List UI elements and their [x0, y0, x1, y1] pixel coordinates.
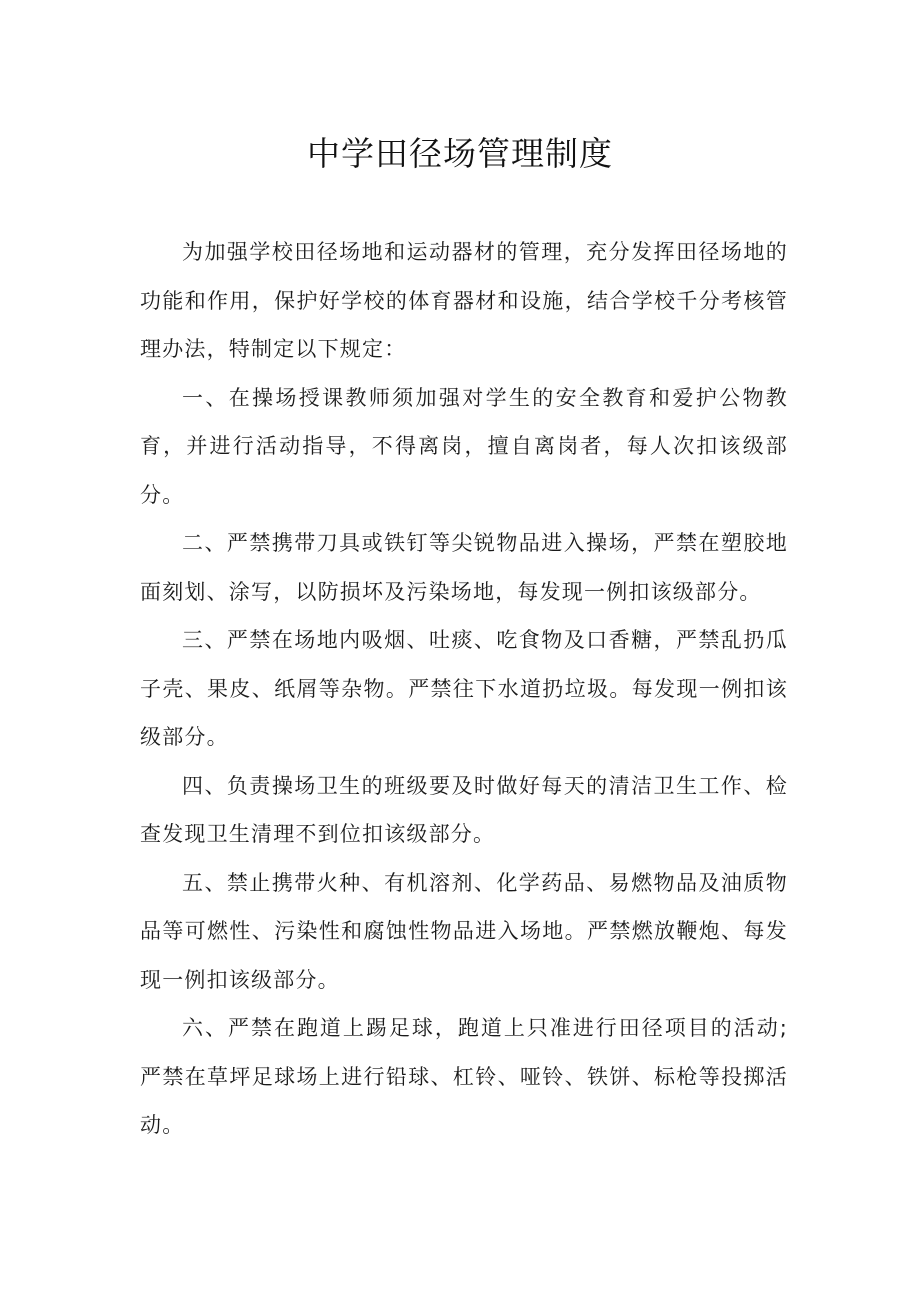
paragraph-rule-2: 二、严禁携带刀具或铁钉等尖锐物品进入操场，严禁在塑胶地面刻划、涂写，以防损坏及污染场地，每发现一例扣该级部分。 [140, 531, 788, 604]
paragraph-rule-3: 三、严禁在场地内吸烟、吐痰、吃食物及口香糖，严禁乱扔瓜子壳、果皮、纸屑等杂物。严禁往下水道扔垃圾。每发现一例扣该级部分。 [140, 628, 788, 749]
document-body [140, 228, 788, 1150]
paragraph-rule-6: 六、严禁在跑道上踢足球，跑道上只准进行田径项目的活动;严禁在草坪足球场上进行铅球、杠铃、哑铃、铁饼、标枪等投掷活动。 [140, 1016, 788, 1137]
paragraph-rule-5: 五、禁止携带火种、有机溶剂、化学药品、易燃物品及油质物品等可燃性、污染性和腐蚀性物品进入场地。严禁燃放鞭炮、每发现一例扣该级部分。 [140, 870, 788, 992]
page-title: 中学田径场管理制度 [307, 134, 613, 173]
paragraph-rule-4: 四、负责操场卫生的班级要及时做好每天的清洁卫生工作、检查发现卫生清理不到位扣该级部分。 [140, 773, 788, 846]
paragraph-rule-1: 一、在操场授课教师须加强对学生的安全教育和爱护公物教育，并进行活动指导，不得离岗，擅自离岗者，每人次扣该级部分。 [140, 385, 788, 507]
paragraph-intro: 为加强学校田径场地和运动器材的管理，充分发挥田径场地的功能和作用，保护好学校的体育器材和设施，结合学校千分考核管理办法，特制定以下规定： [140, 240, 788, 361]
